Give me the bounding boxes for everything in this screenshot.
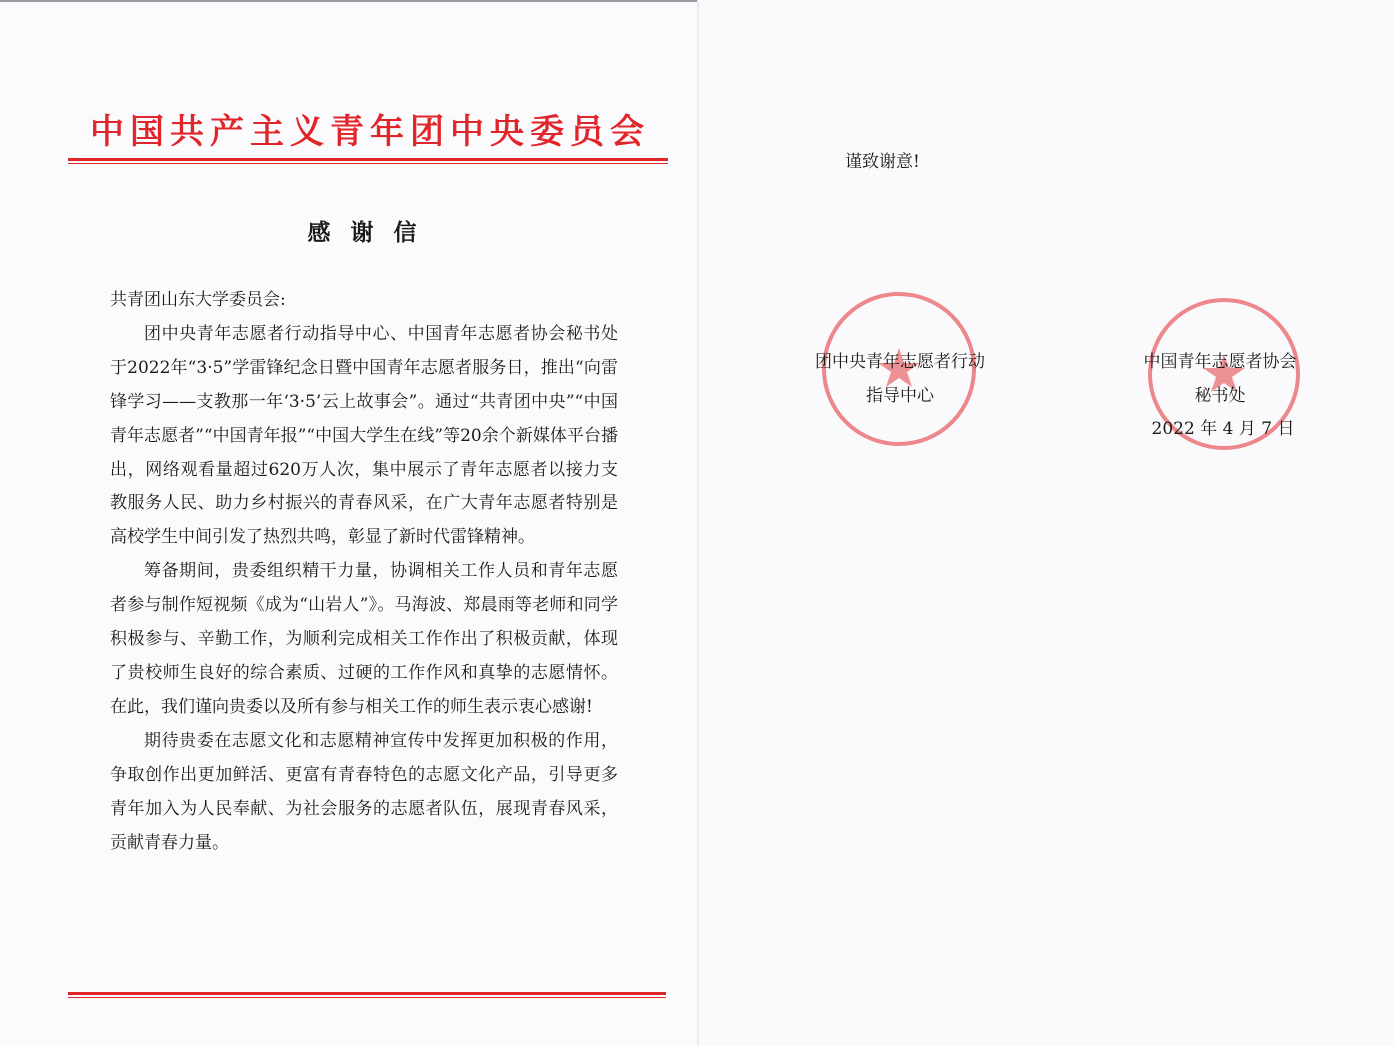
footer-red-rule-thin (68, 997, 666, 998)
letterhead-red-rule (68, 158, 668, 161)
signature-line: 秘书处 (1194, 386, 1246, 406)
footer-red-rule (68, 992, 666, 995)
paragraph-3: 期待贵委在志愿文化和志愿精神宣传中发挥更加积极的作用，争取创作出更加鲜活、更富有青春特色的志愿文化产品，引导更多青年加入为人民奉献、为社会服务的志愿者队伍，展现青春风采，贡献青春力量。 (110, 730, 618, 853)
letter-page-right (699, 0, 1395, 1046)
letterhead-title: 中国共产主义青年团中央委员会 (90, 112, 650, 152)
letter-date: 2022 年 4 月 7 日 (1151, 419, 1295, 439)
signature-line: 指导中心 (866, 386, 934, 406)
signature-line: 中国青年志愿者协会 (1143, 352, 1297, 372)
closing-remark: 谨致谢意! (845, 152, 920, 172)
signature-volunteer-association (1120, 345, 1320, 413)
signature-line: 团中央青年志愿者行动 (815, 352, 985, 372)
paragraph-2: 筹备期间，贵委组织精干力量，协调相关工作人员和青年志愿者参与制作短视频《成为“山岩人”》。马海波、郑晨雨等老师和同学积极参与、辛勤工作，为顺利完成相关工作作出了积极贡献，体现了贵校师生良好的综合素质、过硬的工作作风和真挚的志愿情怀。在此，我们谨向贵委以及所有参与相关工作的师生表示衷心感谢! (110, 561, 618, 717)
scan-top-edge (0, 0, 697, 2)
salutation: 共青团山东大学委员会: (110, 290, 286, 310)
letterhead-red-rule-thin (68, 163, 668, 164)
letter-page-left (0, 0, 697, 1046)
signature-volunteer-center (795, 345, 1005, 413)
letter-title: 感 谢 信 (307, 219, 423, 246)
paragraph-1: 团中央青年志愿者行动指导中心、中国青年志愿者协会秘书处于2022年“3·5”学雷锋纪念日暨中国青年志愿者服务日，推出“向雷锋学习——支教那一年‘3·5’云上故事会”。通过“共青团中央”“中国青年志愿者”“中国青年报”“中国大学生在线”等20余个新媒体平台播出，网络观看量超过620万人次，集中展示了青年志愿者以接力支教服务人民、助力乡村振兴的青春风采，在广大青年志愿者特别是高校学生中间引发了热烈共鸣，彰显了新时代雷锋精神。 (110, 323, 618, 548)
letter-body (110, 284, 618, 860)
